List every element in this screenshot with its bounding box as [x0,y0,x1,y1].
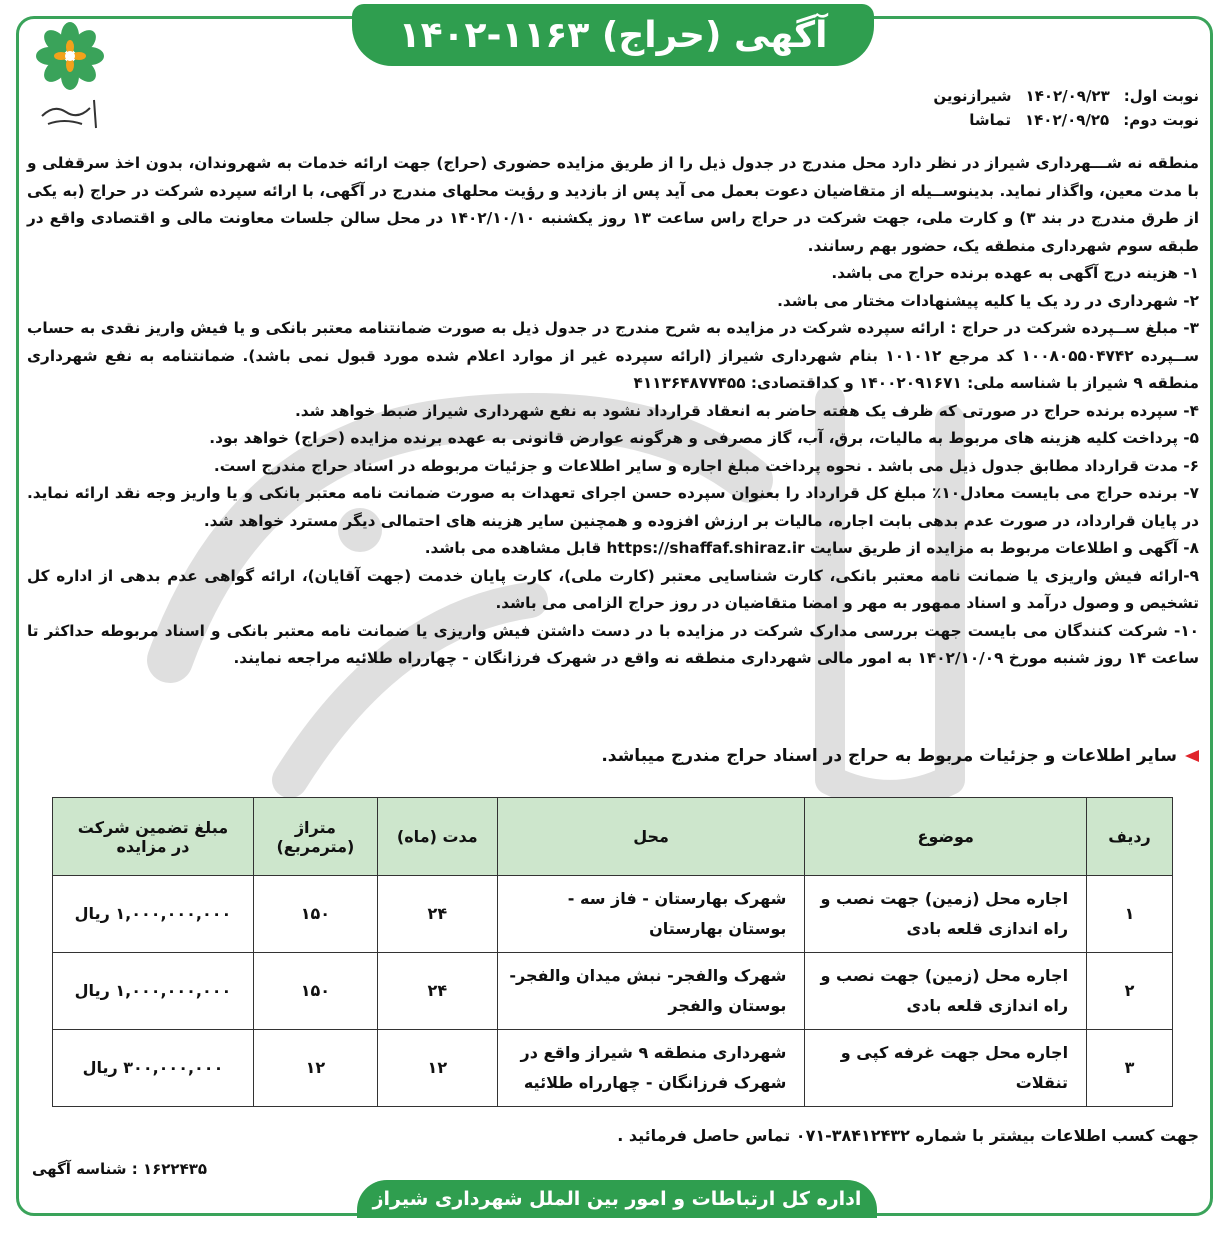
header-area-line2: (مترمربع) [276,836,355,856]
header-area [253,798,377,876]
footer-banner-text: اداره کل ارتباطات و امور بین الملل شهرداری شیراز [372,1188,862,1210]
issue-paper: تماشا [969,111,1011,129]
header-subject: موضوع [805,798,1087,876]
header-deposit [53,798,254,876]
clause-9: ۹-ارائه فیش واریزی یا ضمانت نامه معتبر بانکی، کارت شناسایی معتبر (کارت ملی)، کارت پایان خدمت (جهت آقایان)، ارائه گواهی عدم بدهی از اداره کل تشخیص و وصول درآمد و اسناد ممهور به مهر و امضا متقاضیان در روز حراج الزامی می باشد. [27,566,1199,612]
table-header-row [53,798,1173,876]
issue-label: نوبت دوم: [1123,111,1199,129]
more-info-note [601,746,1199,766]
cell-subject: اجاره محل (زمین) جهت نصب و راه اندازی قلعه بادی [805,876,1087,953]
clause-6: ۶- مدت قرارداد مطابق جدول ذیل می باشد . نحوه پرداخت مبلغ اجاره و سایر اطلاعات و جزئیات مربوطه در اسناد حراج مندرج است. [213,456,1199,475]
auction-lots-table [52,797,1173,1107]
cell-row-number: ۱ [1087,876,1173,953]
cell-location: شهرک بهارستان - فاز سه - بوستان بهارستان [497,876,805,953]
clause-5: ۵- پرداخت کلیه هزینه های مربوط به مالیات، برق، آب، گاز مصرفی و هرگونه عوارض قانونی به عهده برنده مزایده (حراج) خواهد بود. [209,429,1199,447]
ad-title: آگهی (حراج) ۱۱۶۳-۱۴۰۲ [398,14,828,56]
clause-8: ۸- آگهی و اطلاعات مربوط به مزایده از طریق سایت https://shaffaf.shiraz.ir قابل مشاهده می باشد. [424,539,1199,557]
issue-first [699,84,1199,108]
cell-deposit: ۱,۰۰۰,۰۰۰,۰۰۰ ریال [53,953,254,1030]
cell-area: ۱۲ [253,1030,377,1107]
shiraz-municipality-logo-icon [34,20,106,138]
cell-area: ۱۵۰ [253,876,377,953]
publication-issues [699,84,1199,132]
cell-deposit: ۱,۰۰۰,۰۰۰,۰۰۰ ریال [53,876,254,953]
table-row [53,876,1173,953]
intro-paragraph: منطقه نه شـــهرداری شیراز در نظر دارد محل مندرج در جدول ذیل را از طریق مزایده حضوری (حراج) جهت ارائه خدمات به شهروندان، بدون اخذ سرقفلی و با مدت معین، واگذار نماید. بدینوســیله از متقاضیان دعوت بعمل می آید پس از بازدید و رؤیت محلهای مندرج در آگهی، با ارائه سپرده شرکت در حراج (به یکی از طرق مندرج در بند ۳) و کارت ملی، جهت شرکت در حراج راس ساعت ۱۳ روز یکشنبه ۱۴۰۲/۱۰/۱۰ در محل سالن جلسات معاونت مالی و اقتصادی واقع در طبقه سوم شهرداری منطقه یک، حضور بهم رسانند. [27,154,1200,255]
header-row-number: ردیف [1087,798,1173,876]
cell-location: شهرداری منطقه ۹ شیراز واقع در شهرک فرزانگان - چهارراه طلائیه [497,1030,805,1107]
table-row [53,953,1173,1030]
ad-identifier: ۱۶۲۲۴۳۵ : شناسه آگهی [32,1160,208,1178]
ad-body [27,150,1199,673]
cell-location: شهرک والفجر- نبش میدان والفجر- بوستان والفجر [497,953,805,1030]
issue-date: ۱۴۰۲/۰۹/۲۵ [1025,111,1110,129]
header-location: محل [497,798,805,876]
clause-7: ۷- برنده حراج می بایست معادل۱۰٪ مبلغ کل قرارداد را بعنوان سپرده حسن اجرای تعهدات به صورت ضمانت نامه معتبر بانکی و یا واریز وجه نقد ارائه نماید. در پایان قرارداد، در صورت عدم بدهی بابت اجاره، مالیات بر ارزش افزوده و همچنین سایر هزینه های احتمالی دیگر مسترد خواهد شد. [27,484,1199,530]
cell-row-number: ۲ [1087,953,1173,1030]
issue-second [699,108,1199,132]
cell-area: ۱۵۰ [253,953,377,1030]
issue-paper: شیرازنوین [933,87,1012,105]
cell-deposit: ۳۰۰,۰۰۰,۰۰۰ ریال [53,1030,254,1107]
more-info-text: سایر اطلاعات و جزئیات مربوط به حراج در اسناد حراج مندرج میباشد. [601,746,1177,766]
cell-duration: ۲۴ [377,876,497,953]
cell-row-number: ۳ [1087,1030,1173,1107]
clause-4: ۴- سپرده برنده حراج در صورتی که ظرف یک هفته حاضر به انعقاد قرارداد نشود به نفع شهرداری شیراز ضبط خواهد شد. [295,401,1199,420]
cell-subject: اجاره محل (زمین) جهت نصب و راه اندازی قلعه بادی [805,953,1087,1030]
issue-label: نوبت اول: [1123,87,1199,105]
clause-3: ۳- مبلغ ســپرده شرکت در حراج : ارائه سپرده شرکت در مزایده به شرح مندرج در جدول ذیل به صورت ضمانتنامه معتبر بانکی و یا فیش واریز نقدی به حساب ســپرده ۱۰۰۸۰۵۵۰۴۷۴۲ کد مرجع ۱۰۱۰۱۲ بنام شهرداری شیراز (ارائه سپرده غیر از موارد اعلام شده مورد قبول نمی باشد). ضمانتنامه به نفع شهرداری منطقه ۹ شیراز با شناسه ملی: ۱۴۰۰۲۰۹۱۶۷۱ و کداقتصادی: ۴۱۱۳۶۴۸۷۷۴۵۵ [27,319,1200,392]
cell-subject: اجاره محل جهت غرفه کپی و تنقلات [805,1030,1087,1107]
red-bullet-icon [1185,750,1199,762]
footer-banner [357,1180,877,1218]
clause-10: ۱۰- شرکت کنندگان می بایست جهت بررسی مدارک شرکت در مزایده با در دست داشتن فیش واریزی یا ضمانت نامه معتبر بانکی و اسناد مربوطه حداکثر تا ساعت ۱۴ روز شنبه مورخ ۱۴۰۲/۱۰/۰۹ به امور مالی شهرداری منطقه نه واقع در شهرک فرزانگان - چهارراه طلائیه مراجعه نمایند. [27,621,1199,667]
contact-line: جهت کسب اطلاعات بیشتر با شماره ۳۸۴۱۲۴۳۲-۰۷۱ تماس حاصل فرمائید . [617,1126,1199,1145]
cell-duration: ۱۲ [377,1030,497,1107]
header-deposit-line2: در مزایده [116,836,190,856]
issue-date: ۱۴۰۲/۰۹/۲۳ [1025,87,1110,105]
cell-duration: ۲۴ [377,953,497,1030]
title-banner [352,4,874,66]
clause-1: ۱- هزینه درج آگهی به عهده برنده حراج می باشد. [831,264,1199,282]
header-area-line1: متراژ [294,817,336,837]
header-duration: مدت (ماه) [377,798,497,876]
table-row [53,1030,1173,1107]
header-deposit-line1: مبلغ تضمین شرکت [77,817,229,837]
clause-2: ۲- شهرداری در رد یک یا کلیه پیشنهادات مختار می باشد. [777,291,1199,310]
